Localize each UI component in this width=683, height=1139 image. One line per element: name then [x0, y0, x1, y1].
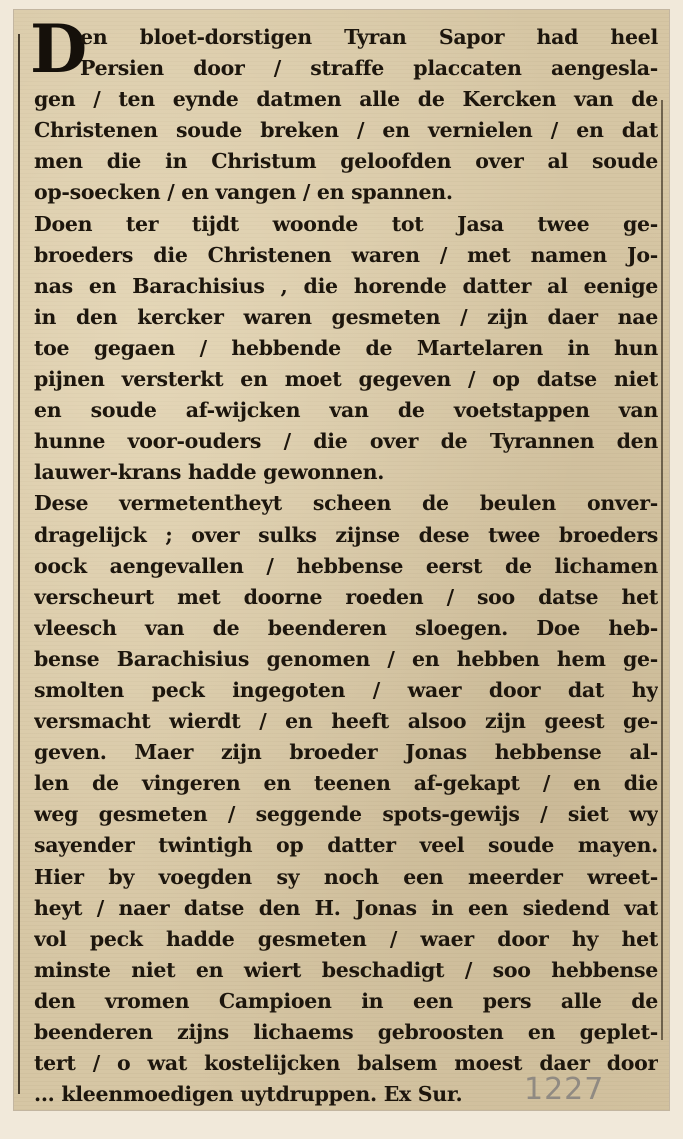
text-line: pijnen versterkt en moet gegeven / op datse niet	[34, 367, 658, 392]
text-line: bense Barachisius genomen / en hebben hem ge-	[34, 646, 658, 671]
text-line: tert / o wat kostelijcken balsem moest daer door	[34, 1051, 658, 1076]
text-line: verscheurt met doorne roeden / soo datse het	[34, 584, 658, 609]
text-line: nas en Barachisius , die horende datter al eenige	[34, 273, 658, 298]
text-line: den vromen Campioen in een pers alle de	[34, 988, 658, 1013]
text-line: versmacht wierdt / en heeft alsoo zijn geest ge-	[34, 709, 658, 734]
text-line: weg gesmeten / seggende spots-gewijs / siet wy	[34, 802, 658, 827]
text-line: en bloet-dorstigen Tyran Sapor had heel	[80, 25, 658, 49]
text-line: Persien door / straffe placcaten aengesla-	[80, 56, 658, 81]
text-line: Christenen soude breken / en vernielen / en dat	[34, 118, 658, 143]
text-line: ... kleenmoedigen uytdruppen. Ex Sur.	[34, 1082, 463, 1107]
text-line: geven. Maer zijn broeder Jonas hebbense al-	[34, 740, 658, 765]
text-line: heyt / naer datse den H. Jonas in een siedend vat	[34, 895, 658, 920]
left-border-rule	[18, 34, 20, 1094]
text-line: gen / ten eynde datmen alle de Kercken van de	[34, 87, 658, 112]
text-line: oock aengevallen / hebbense eerst de lichamen	[34, 553, 658, 578]
text-line: minste niet en wiert beschadigt / soo hebbense	[34, 957, 658, 982]
right-border-rule	[661, 100, 663, 1040]
handwritten-archive-number: 1227	[524, 1072, 605, 1107]
text-line: lauwer-krans hadde gewonnen.	[34, 460, 385, 485]
text-line: hunne voor-ouders / die over de Tyrannen den	[34, 429, 658, 454]
clipping-text-block	[34, 22, 658, 1110]
text-line: len de vingeren en teenen af-gekapt / en die	[34, 771, 658, 796]
text-line: in den kercker waren gesmeten / zijn daer nae	[34, 304, 658, 329]
drop-cap-initial: D	[30, 10, 88, 88]
text-line: men die in Christum geloofden over al soude	[34, 149, 658, 174]
text-line: beenderen zijns lichaems gebroosten en geplet-	[34, 1020, 658, 1044]
text-line: Hier by voegden sy noch een meerder wreet-	[34, 864, 658, 889]
text-line: broeders die Christenen waren / met namen Jo-	[34, 242, 658, 267]
text-line: toe gegaen / hebbende de Martelaren in hun	[34, 335, 658, 360]
text-line: op-soecken / en vangen / en spannen.	[34, 180, 453, 205]
text-line: sayender twintigh op datter veel soude mayen.	[34, 833, 658, 858]
text-line: Doen ter tijdt woonde tot Jasa twee ge-	[34, 211, 658, 236]
text-line: en soude af-wijcken van de voetstappen van	[34, 398, 658, 423]
text-line: dragelijck ; over sulks zijnse dese twee broeders	[34, 522, 658, 547]
text-line: Dese vermetentheyt scheen de beulen onver-	[34, 491, 658, 516]
text-line: smolten peck ingegoten / waer door dat hy	[34, 677, 658, 702]
text-line: vol peck hadde gesmeten / waer door hy het	[34, 926, 658, 951]
text-line: vleesch van de beenderen sloegen. Doe heb-	[34, 615, 658, 640]
